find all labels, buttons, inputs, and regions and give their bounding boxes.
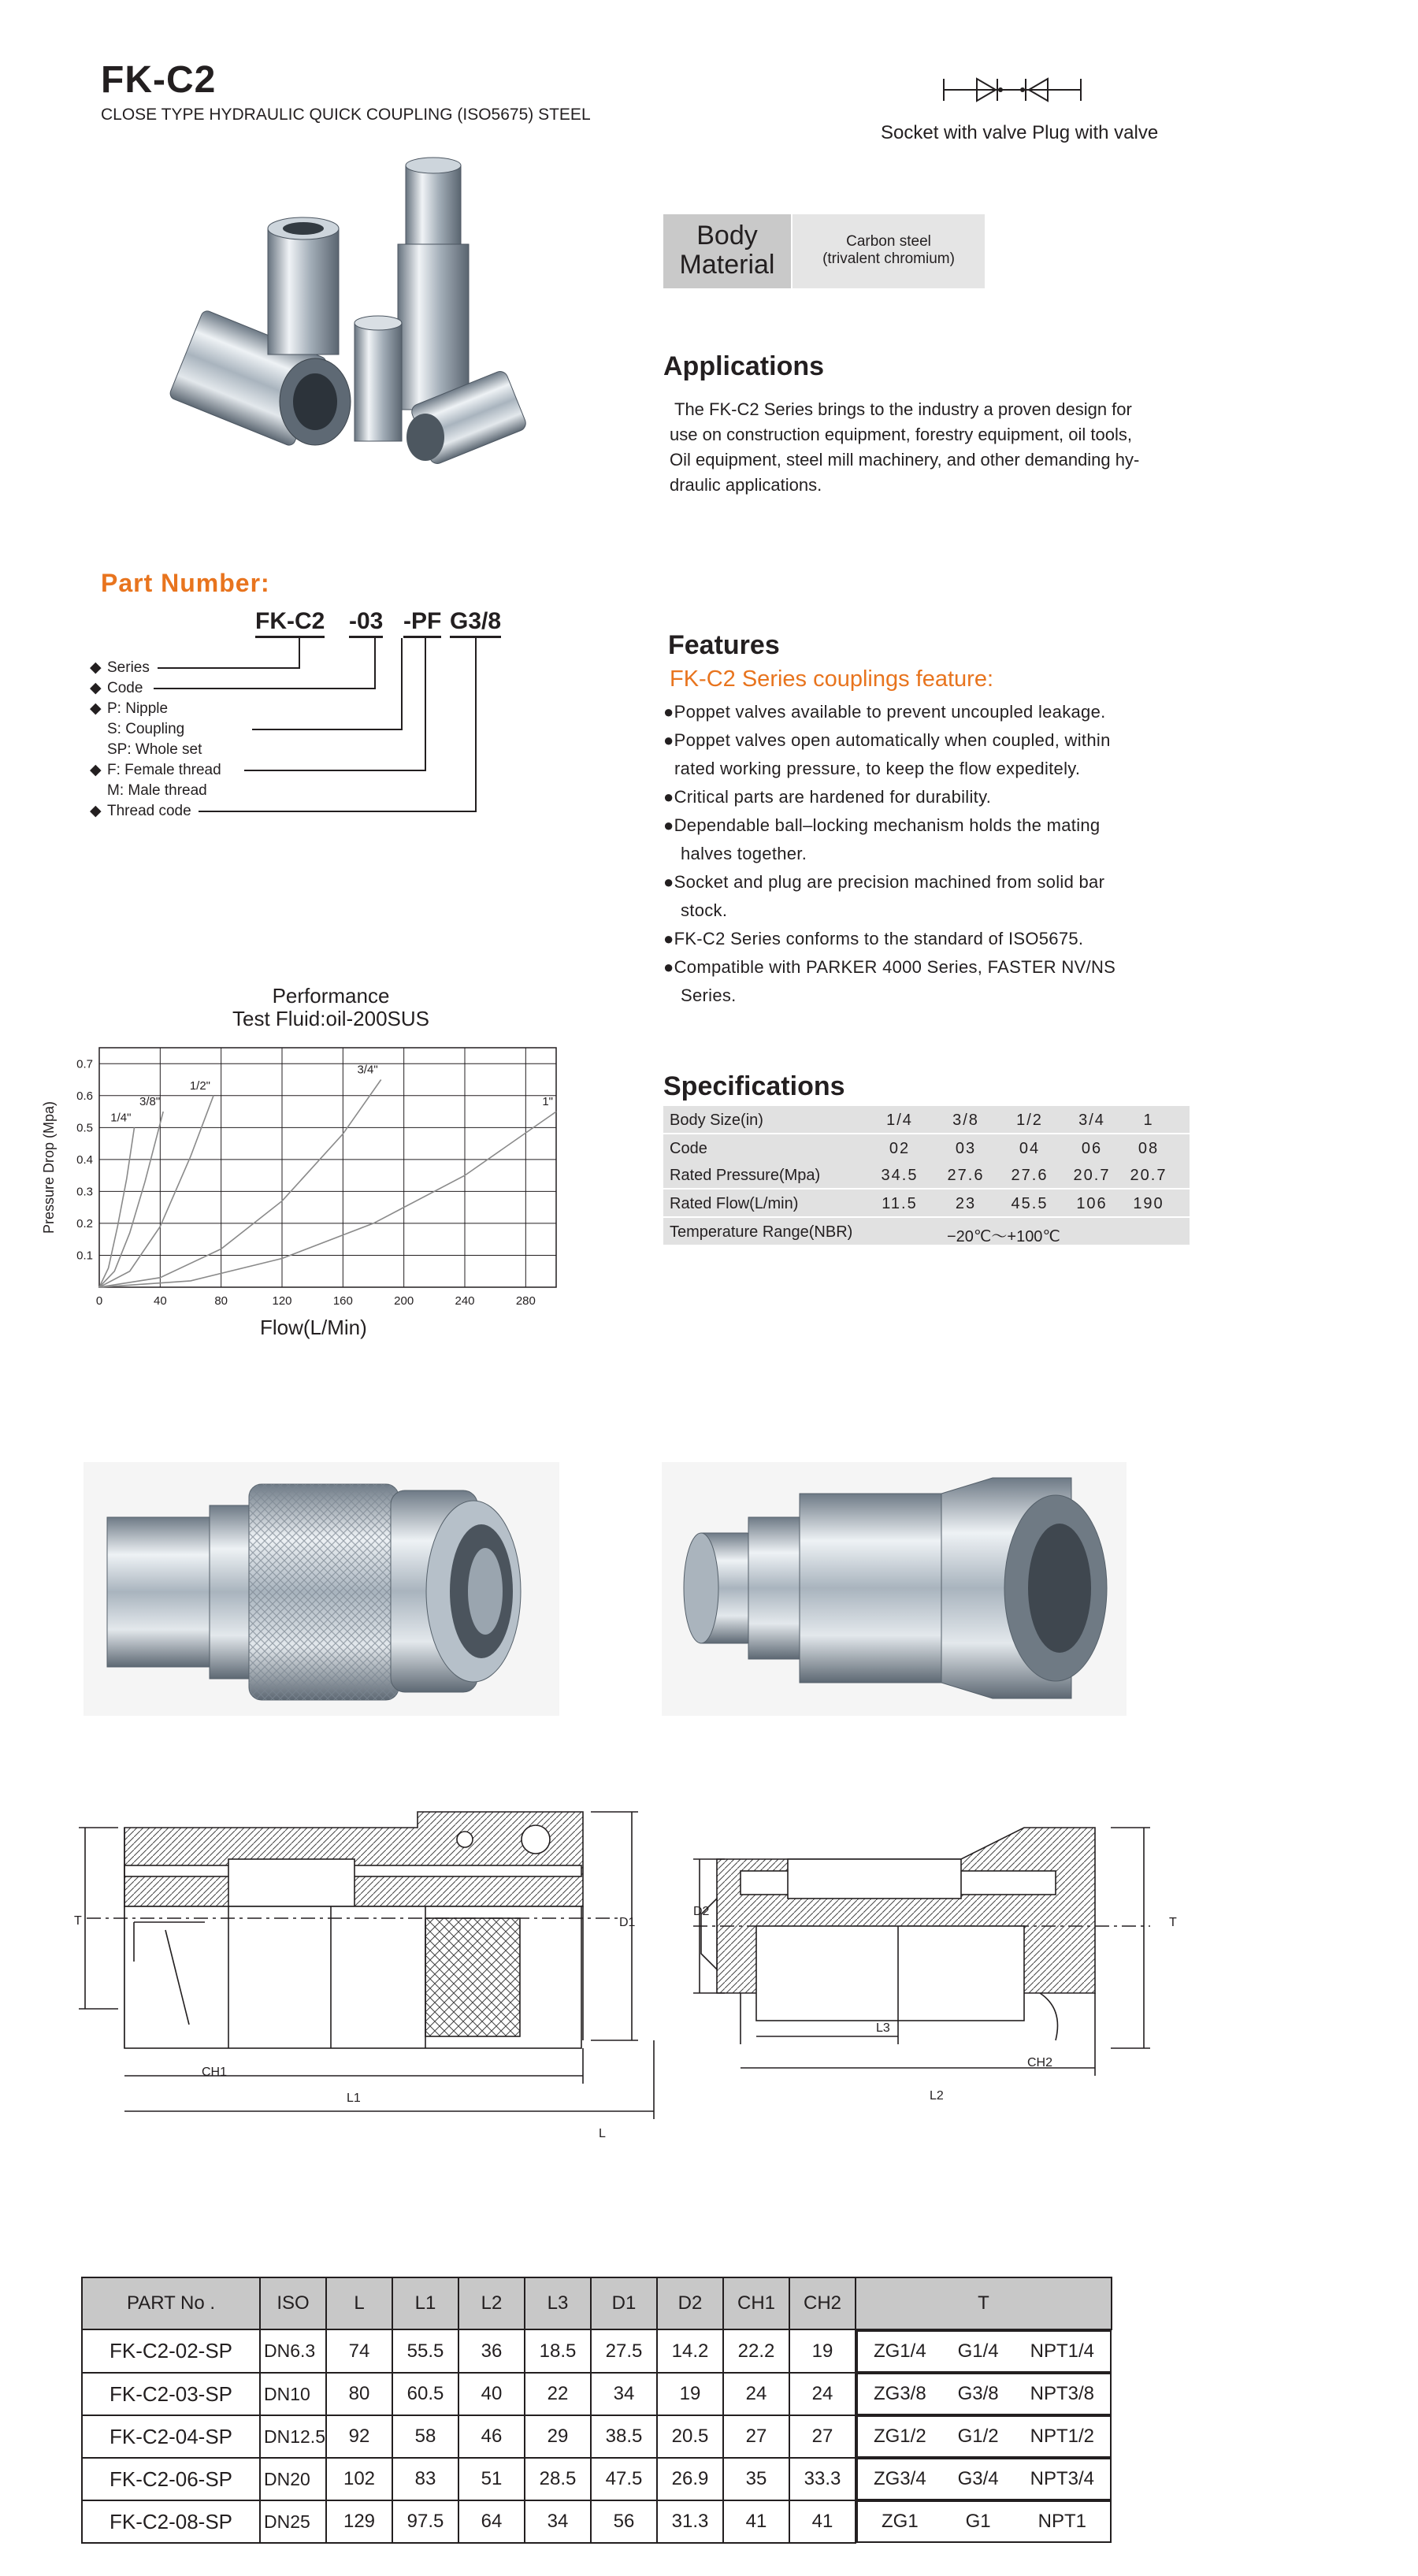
cell-iso: DN10	[260, 2373, 326, 2415]
chart-x-tick-label: 200	[394, 1294, 414, 1308]
thread-code: G1	[965, 2511, 991, 2532]
plug-photo	[662, 1462, 1127, 1716]
legend-item: SP: Whole set	[107, 741, 202, 758]
spec-label: Rated Flow(L/min)	[670, 1195, 799, 1212]
thread-code: ZG3/4	[873, 2468, 926, 2489]
chart-series-line	[99, 1127, 135, 1287]
table-row	[82, 2415, 1112, 2458]
legend-item: M: Male thread	[107, 782, 207, 799]
valve-symbol-icon	[937, 72, 1087, 107]
symbol-caption: Socket with valve Plug with valve	[881, 122, 1159, 143]
cell-part-no: FK-C2-02-SP	[82, 2329, 260, 2373]
product-photo	[158, 150, 567, 481]
cell-l: 129	[326, 2500, 392, 2543]
features-list	[663, 698, 1199, 1010]
specifications-heading: Specifications	[663, 1071, 845, 1101]
cell-d2: 31.3	[657, 2500, 723, 2543]
chart-y-tick-label: 0.6	[76, 1089, 93, 1103]
spec-value: 1/4	[886, 1112, 913, 1129]
spec-value: 27.6	[1011, 1167, 1049, 1184]
spec-label: Body Size(in)	[670, 1112, 763, 1129]
body-material-label: Body Material	[663, 214, 791, 288]
feature-item: ●Poppet valves available to prevent uncoupled leakage.	[663, 702, 1106, 722]
spec-value: 1	[1143, 1112, 1154, 1129]
legend-item: S: Coupling	[107, 721, 185, 737]
chart-x-tick-label: 40	[153, 1294, 167, 1308]
feature-item: ●FK-C2 Series conforms to the standard of ISO5675.	[663, 929, 1084, 948]
col-CH2: CH2	[789, 2277, 856, 2329]
thread-code: G1/2	[957, 2426, 999, 2447]
cell-ch2: 19	[789, 2329, 856, 2373]
feature-item: ●Critical parts are hardened for durability.	[663, 787, 992, 807]
chart-plot-area	[99, 1048, 556, 1287]
spec-value: 11.5	[882, 1195, 918, 1212]
plug-drawing	[693, 1812, 1182, 2158]
chart-y-tick-label: 0.2	[76, 1216, 93, 1230]
spec-value: 106	[1076, 1195, 1108, 1212]
thread-code: G3/4	[957, 2468, 999, 2489]
feature-item: ●Socket and plug are precision machined from solid bar stock.	[663, 872, 1105, 920]
spec-value: 08	[1138, 1140, 1160, 1157]
chart-x-tick-label: 280	[515, 1294, 536, 1308]
chart-series-label: 3/4"	[357, 1063, 378, 1077]
spec-value: 06	[1081, 1140, 1103, 1157]
cell-ch2: 41	[789, 2500, 856, 2543]
chart-series-label: 1/2"	[189, 1078, 210, 1093]
model-subtitle: CLOSE TYPE HYDRAULIC QUICK COUPLING (ISO5675) STEEL	[101, 106, 591, 124]
legend-item: ◆ Series	[90, 659, 150, 676]
spec-temperature-value: −20℃～+100℃	[947, 1228, 1060, 1245]
cell-d2: 20.5	[657, 2415, 723, 2458]
col-L1: L1	[392, 2277, 458, 2329]
spec-label: Temperature Range(NBR)	[670, 1223, 853, 1241]
dim-L3: L3	[876, 2021, 890, 2035]
pn-code: -03	[349, 608, 383, 638]
spec-row-temperature	[663, 1218, 1190, 1245]
col-CH1: CH1	[723, 2277, 789, 2329]
spec-label: Rated Pressure(Mpa)	[670, 1167, 821, 1184]
model-title: FK-C2	[101, 59, 217, 101]
table-header-row	[82, 2277, 1112, 2329]
parts-dimension-table	[81, 2277, 1112, 2544]
dim-T-left: T	[74, 1914, 82, 1928]
cell-thread	[856, 2373, 1112, 2415]
table-row	[82, 2373, 1112, 2415]
chart-xlabel: Flow(L/Min)	[260, 1316, 367, 1339]
cell-l3: 34	[525, 2500, 591, 2543]
spec-row	[663, 1106, 1190, 1133]
cell-ch1: 24	[723, 2373, 789, 2415]
table-row	[82, 2500, 1112, 2543]
spec-label: Code	[670, 1140, 707, 1157]
thread-code: G1/4	[957, 2340, 999, 2362]
cell-thread	[856, 2458, 1112, 2500]
cell-l3: 28.5	[525, 2458, 591, 2500]
col-part-no: PART No .	[82, 2277, 260, 2329]
chart-y-tick-label: 0.4	[76, 1153, 93, 1167]
dim-D2: D2	[693, 1905, 710, 1918]
cell-l: 92	[326, 2415, 392, 2458]
spec-row	[663, 1190, 1190, 1216]
legend-item: ◆ F: Female thread	[90, 762, 221, 778]
cell-d1: 34	[591, 2373, 657, 2415]
col-L2: L2	[458, 2277, 525, 2329]
feature-item: ●Poppet valves open automatically when coupled, within rated working pressure, to keep the flow expeditely.	[663, 730, 1111, 778]
dim-L2: L2	[930, 2089, 944, 2103]
thread-code: ZG1/2	[873, 2426, 926, 2447]
spec-value: 27.6	[947, 1167, 985, 1184]
cell-thread	[856, 2500, 1112, 2543]
spec-value: 20.7	[1130, 1167, 1167, 1184]
pn-series: FK-C2	[255, 608, 325, 638]
spec-value: 3/8	[952, 1112, 979, 1129]
legend-item: ◆ Code	[90, 680, 143, 696]
table-row	[82, 2458, 1112, 2500]
dim-L: L	[599, 2127, 606, 2140]
performance-chart	[32, 1024, 583, 1308]
cell-l: 80	[326, 2373, 392, 2415]
cell-ch1: 27	[723, 2415, 789, 2458]
chart-y-tick-label: 0.7	[76, 1057, 93, 1071]
chart-series-line	[99, 1112, 163, 1287]
chart-x-tick-label: 160	[332, 1294, 353, 1308]
feature-item: ●Compatible with PARKER 4000 Series, FASTER NV/NS Series.	[663, 957, 1116, 1005]
chart-y-tick-label: 0.3	[76, 1185, 93, 1199]
cell-l1: 55.5	[392, 2329, 458, 2373]
spec-value: 45.5	[1011, 1195, 1049, 1212]
cell-d2: 26.9	[657, 2458, 723, 2500]
part-number-leader-lines	[0, 630, 551, 835]
cell-thread	[856, 2415, 1112, 2458]
chart-x-tick-label: 0	[95, 1294, 103, 1308]
spec-value: 20.7	[1073, 1167, 1111, 1184]
chart-x-tick-label: 120	[272, 1294, 292, 1308]
cell-part-no: FK-C2-06-SP	[82, 2458, 260, 2500]
chart-series-label: 1"	[542, 1095, 553, 1109]
thread-code: NPT1	[1038, 2511, 1086, 2532]
chart-series-label: 1/4"	[110, 1111, 132, 1125]
cell-ch2: 33.3	[789, 2458, 856, 2500]
cell-l2: 40	[458, 2373, 525, 2415]
chart-series-line	[99, 1080, 381, 1288]
thread-code: NPT1/4	[1030, 2340, 1094, 2362]
cell-ch1: 22.2	[723, 2329, 789, 2373]
cell-iso: DN20	[260, 2458, 326, 2500]
cell-l3: 29	[525, 2415, 591, 2458]
dim-T-right: T	[1169, 1916, 1177, 1929]
applications-text: The FK-C2 Series brings to the industry a proven design for use on construction equipment, forestry equipment, oil tools, Oil equipment, steel mill machinery, and other demanding hy- draulic applications.	[670, 399, 1140, 495]
cell-ch1: 41	[723, 2500, 789, 2543]
chart-series-line	[99, 1112, 556, 1287]
spec-row	[663, 1134, 1190, 1161]
spec-value: 3/4	[1078, 1112, 1105, 1129]
cell-l1: 97.5	[392, 2500, 458, 2543]
col-T: T	[856, 2277, 1112, 2329]
cell-iso: DN6.3	[260, 2329, 326, 2373]
spec-value: 1/2	[1016, 1112, 1043, 1129]
cell-part-no: FK-C2-08-SP	[82, 2500, 260, 2543]
cell-d1: 27.5	[591, 2329, 657, 2373]
legend-item: ◆ Thread code	[90, 803, 191, 819]
cell-l2: 64	[458, 2500, 525, 2543]
cell-d1: 38.5	[591, 2415, 657, 2458]
cell-d1: 56	[591, 2500, 657, 2543]
chart-x-tick-label: 240	[455, 1294, 475, 1308]
thread-code: NPT1/2	[1030, 2426, 1094, 2447]
thread-code: NPT3/4	[1030, 2468, 1094, 2489]
spec-value: 34.5	[881, 1167, 919, 1184]
chart-y-tick-label: 0.1	[76, 1249, 93, 1263]
cell-ch2: 24	[789, 2373, 856, 2415]
spec-value: 04	[1019, 1140, 1041, 1157]
cell-part-no: FK-C2-04-SP	[82, 2415, 260, 2458]
col-L3: L3	[525, 2277, 591, 2329]
cell-l2: 36	[458, 2329, 525, 2373]
cell-l2: 51	[458, 2458, 525, 2500]
cell-ch1: 35	[723, 2458, 789, 2500]
cell-l: 74	[326, 2329, 392, 2373]
chart-title: Performance Test Fluid:oil-200SUS	[232, 984, 429, 1030]
cell-l1: 60.5	[392, 2373, 458, 2415]
thread-code: ZG1/4	[873, 2340, 926, 2362]
cell-l3: 18.5	[525, 2329, 591, 2373]
socket-drawing	[71, 1780, 670, 2158]
socket-photo	[84, 1462, 559, 1716]
cell-thread	[856, 2330, 1112, 2373]
pn-type: -PF	[403, 608, 441, 638]
cell-iso: DN12.5	[260, 2415, 326, 2458]
dim-L1: L1	[347, 2092, 361, 2105]
thread-code: ZG3/8	[873, 2383, 926, 2404]
features-heading: Features	[668, 630, 780, 660]
thread-code: NPT3/8	[1030, 2383, 1094, 2404]
cell-l: 102	[326, 2458, 392, 2500]
chart-series-label: 3/8"	[139, 1095, 161, 1109]
dim-CH1: CH1	[202, 2066, 228, 2079]
col-D2: D2	[657, 2277, 723, 2329]
cell-part-no: FK-C2-03-SP	[82, 2373, 260, 2415]
thread-code: G3/8	[957, 2383, 999, 2404]
chart-x-tick-label: 80	[214, 1294, 228, 1308]
col-iso: ISO	[260, 2277, 326, 2329]
chart-ylabel: Pressure Drop (Mpa)	[41, 1101, 57, 1234]
cell-l1: 58	[392, 2415, 458, 2458]
cell-l2: 46	[458, 2415, 525, 2458]
cell-iso: DN25	[260, 2500, 326, 2543]
spec-row	[663, 1161, 1190, 1188]
pn-thread: G3/8	[450, 608, 501, 638]
features-subheading: FK-C2 Series couplings feature:	[670, 666, 994, 692]
spec-value: 02	[889, 1140, 911, 1157]
dim-CH2: CH2	[1027, 2056, 1053, 2069]
cell-d2: 19	[657, 2373, 723, 2415]
cell-d1: 47.5	[591, 2458, 657, 2500]
dim-D1: D1	[619, 1916, 636, 1929]
col-L: L	[326, 2277, 392, 2329]
spec-value: 190	[1133, 1195, 1164, 1212]
cell-l1: 83	[392, 2458, 458, 2500]
chart-y-tick-label: 0.5	[76, 1121, 93, 1135]
cell-ch2: 27	[789, 2415, 856, 2458]
part-number-heading: Part Number:	[101, 569, 270, 597]
col-D1: D1	[591, 2277, 657, 2329]
thread-code: ZG1	[881, 2511, 919, 2532]
applications-heading: Applications	[663, 351, 825, 381]
spec-value: 03	[955, 1140, 977, 1157]
cell-l3: 22	[525, 2373, 591, 2415]
spec-value: 23	[955, 1195, 977, 1212]
legend-item: ◆ P: Nipple	[90, 700, 169, 717]
feature-item: ●Dependable ball–locking mechanism holds the mating halves together.	[663, 815, 1101, 863]
table-row	[82, 2329, 1112, 2373]
cell-d2: 14.2	[657, 2329, 723, 2373]
body-material-value: Carbon steel (trivalent chromium)	[793, 214, 985, 288]
